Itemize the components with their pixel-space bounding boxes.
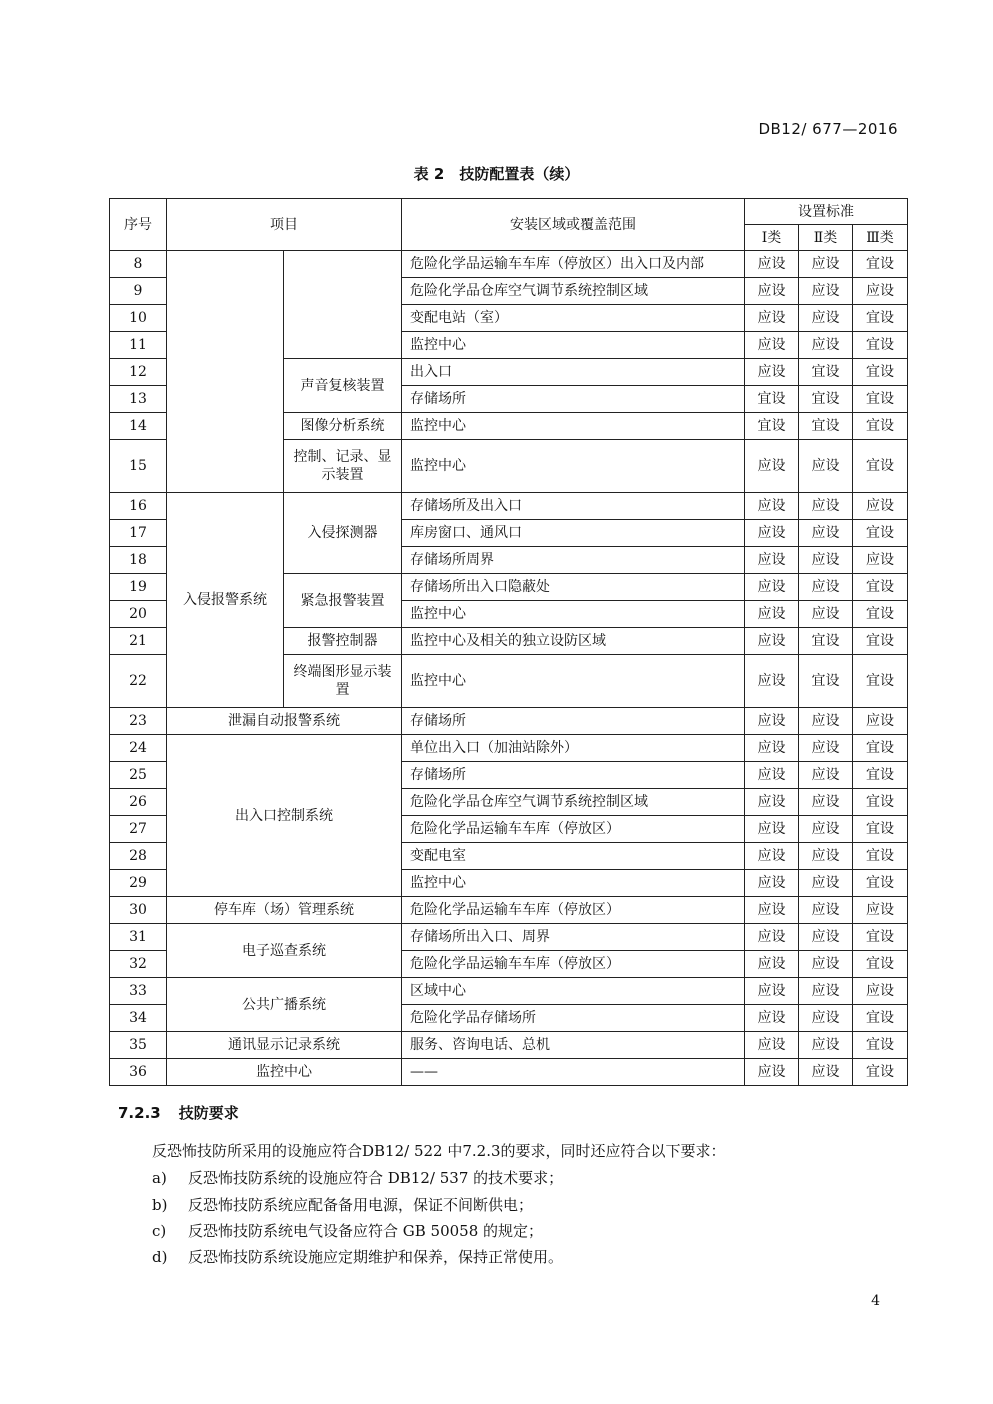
class3-cell: 宜设: [853, 305, 908, 332]
class1-cell: 应设: [745, 332, 799, 359]
area-cell: 监控中心: [402, 870, 745, 897]
table-row: [110, 924, 908, 951]
area-cell: 存储场所出入口隐蔽处: [402, 574, 745, 601]
item-cell: 出入口控制系统: [167, 735, 402, 897]
class2-cell: 应设: [799, 251, 853, 278]
seq-cell: 36: [110, 1059, 167, 1086]
area-cell: 单位出入口（加油站除外）: [402, 735, 745, 762]
seq-cell: 17: [110, 520, 167, 547]
class2-cell: 宜设: [799, 359, 853, 386]
class3-cell: 宜设: [853, 924, 908, 951]
area-cell: 危险化学品存储场所: [402, 1005, 745, 1032]
table-row: [110, 493, 908, 520]
area-cell: ——: [402, 1059, 745, 1086]
area-cell: 服务、咨询电话、总机: [402, 1032, 745, 1059]
area-cell: 监控中心: [402, 413, 745, 440]
class2-cell: 应设: [799, 978, 853, 1005]
header-item: 项目: [167, 199, 402, 251]
area-cell: 存储场所: [402, 386, 745, 413]
area-cell: 存储场所及出入口: [402, 493, 745, 520]
class3-cell: 应设: [853, 978, 908, 1005]
seq-cell: 34: [110, 1005, 167, 1032]
subitem-cell: 报警控制器: [284, 628, 402, 655]
class3-cell: 宜设: [853, 870, 908, 897]
subitem-cell: 控制、记录、显示装置: [284, 440, 402, 493]
class1-cell: 应设: [745, 951, 799, 978]
area-cell: 存储场所周界: [402, 547, 745, 574]
list-item: [152, 1167, 563, 1188]
area-cell: 存储场所: [402, 762, 745, 789]
class2-cell: 应设: [799, 843, 853, 870]
item-cell: 泄漏自动报警系统: [167, 708, 402, 735]
class2-cell: 应设: [799, 897, 853, 924]
list-text: 反恐怖技防系统应配备备用电源，保证不间断供电；: [188, 1196, 534, 1214]
area-cell: 监控中心: [402, 655, 745, 708]
seq-cell: 27: [110, 816, 167, 843]
area-cell: 变配电室: [402, 843, 745, 870]
class1-cell: 应设: [745, 440, 799, 493]
seq-cell: 26: [110, 789, 167, 816]
class1-cell: 应设: [745, 1059, 799, 1086]
area-cell: 监控中心: [402, 601, 745, 628]
class2-cell: 应设: [799, 440, 853, 493]
class2-cell: 宜设: [799, 413, 853, 440]
seq-cell: 24: [110, 735, 167, 762]
class2-cell: 应设: [799, 493, 853, 520]
class2-cell: 宜设: [799, 628, 853, 655]
seq-cell: 15: [110, 440, 167, 493]
list-text: 反恐怖技防系统的设施应符合 DB12/ 537 的技术要求；: [188, 1169, 564, 1187]
class2-cell: 应设: [799, 762, 853, 789]
item-cell: 电子巡查系统: [167, 924, 402, 978]
class1-cell: 应设: [745, 547, 799, 574]
seq-cell: 33: [110, 978, 167, 1005]
class3-cell: 宜设: [853, 1059, 908, 1086]
class3-cell: 宜设: [853, 332, 908, 359]
area-cell: 监控中心: [402, 332, 745, 359]
class3-cell: 应设: [853, 708, 908, 735]
class1-cell: 应设: [745, 924, 799, 951]
class3-cell: 宜设: [853, 816, 908, 843]
class3-cell: 宜设: [853, 440, 908, 493]
class2-cell: 应设: [799, 601, 853, 628]
class1-cell: 应设: [745, 843, 799, 870]
seq-cell: 23: [110, 708, 167, 735]
class2-cell: 应设: [799, 332, 853, 359]
header-standard: 设置标准: [745, 199, 908, 225]
list-item: [152, 1220, 543, 1241]
seq-cell: 18: [110, 547, 167, 574]
seq-cell: 30: [110, 897, 167, 924]
section-number: 7.2.3: [118, 1104, 161, 1122]
class1-cell: 应设: [745, 789, 799, 816]
page-number: 4: [871, 1293, 880, 1309]
seq-cell: 35: [110, 1032, 167, 1059]
seq-cell: 12: [110, 359, 167, 386]
class3-cell: 宜设: [853, 951, 908, 978]
table-row: [110, 251, 908, 278]
area-cell: 危险化学品运输车车库（停放区）: [402, 816, 745, 843]
table-title: 表 2 技防配置表（续）: [413, 165, 580, 183]
class1-cell: 宜设: [745, 413, 799, 440]
class1-cell: 应设: [745, 1032, 799, 1059]
class3-cell: 宜设: [853, 1005, 908, 1032]
class2-cell: 应设: [799, 789, 853, 816]
subitem-cell: [284, 251, 402, 359]
item-cell: 停车库（场）管理系统: [167, 897, 402, 924]
seq-cell: 13: [110, 386, 167, 413]
class2-cell: 应设: [799, 1032, 853, 1059]
area-cell: 危险化学品仓库空气调节系统控制区域: [402, 789, 745, 816]
table-row: [110, 708, 908, 735]
header-seq: 序号: [110, 199, 167, 251]
class3-cell: 宜设: [853, 1032, 908, 1059]
list-item: [152, 1246, 563, 1267]
class1-cell: 应设: [745, 574, 799, 601]
seq-cell: 14: [110, 413, 167, 440]
list-text: 反恐怖技防系统设施应定期维护和保养，保持正常使用。: [188, 1248, 564, 1266]
subitem-cell: 入侵探测器: [284, 493, 402, 574]
class1-cell: 应设: [745, 278, 799, 305]
area-cell: 危险化学品运输车车库（停放区）: [402, 897, 745, 924]
area-cell: 监控中心及相关的独立设防区域: [402, 628, 745, 655]
seq-cell: 22: [110, 655, 167, 708]
class2-cell: 应设: [799, 547, 853, 574]
table-row: [110, 1032, 908, 1059]
seq-cell: 32: [110, 951, 167, 978]
tech-config-table: [109, 198, 908, 1086]
list-marker: b): [152, 1196, 168, 1214]
item-cell: 入侵报警系统: [167, 493, 284, 708]
area-cell: 库房窗口、通风口: [402, 520, 745, 547]
list-item: [152, 1194, 533, 1215]
section-intro: 反恐怖技防所采用的设施应符合DB12/ 522 中7.2.3的要求，同时还应符合以下要求：: [152, 1142, 726, 1160]
seq-cell: 10: [110, 305, 167, 332]
class3-cell: 宜设: [853, 386, 908, 413]
class1-cell: 应设: [745, 520, 799, 547]
seq-cell: 19: [110, 574, 167, 601]
class3-cell: 宜设: [853, 762, 908, 789]
class3-cell: 宜设: [853, 413, 908, 440]
class3-cell: 宜设: [853, 251, 908, 278]
area-cell: 危险化学品运输车车库（停放区）: [402, 951, 745, 978]
class1-cell: 应设: [745, 897, 799, 924]
class2-cell: 应设: [799, 278, 853, 305]
class3-cell: 应设: [853, 547, 908, 574]
area-cell: 危险化学品仓库空气调节系统控制区域: [402, 278, 745, 305]
seq-cell: 25: [110, 762, 167, 789]
class2-cell: 应设: [799, 1059, 853, 1086]
subitem-cell: 声音复核装置: [284, 359, 402, 413]
class3-cell: 宜设: [853, 735, 908, 762]
class3-cell: 宜设: [853, 789, 908, 816]
subitem-cell: 图像分析系统: [284, 413, 402, 440]
class2-cell: 应设: [799, 305, 853, 332]
class2-cell: 宜设: [799, 655, 853, 708]
class2-cell: 应设: [799, 1005, 853, 1032]
subitem-cell: 紧急报警装置: [284, 574, 402, 628]
class1-cell: 应设: [745, 1005, 799, 1032]
class1-cell: 应设: [745, 735, 799, 762]
class1-cell: 应设: [745, 628, 799, 655]
class1-cell: 应设: [745, 708, 799, 735]
seq-cell: 31: [110, 924, 167, 951]
header-class2: Ⅱ类: [799, 225, 853, 251]
class2-cell: 应设: [799, 735, 853, 762]
class1-cell: 应设: [745, 251, 799, 278]
class2-cell: 应设: [799, 870, 853, 897]
item-cell: 公共广播系统: [167, 978, 402, 1032]
class1-cell: 应设: [745, 305, 799, 332]
list-marker: d): [152, 1248, 168, 1266]
area-cell: 存储场所出入口、周界: [402, 924, 745, 951]
seq-cell: 21: [110, 628, 167, 655]
class2-cell: 应设: [799, 951, 853, 978]
class1-cell: 应设: [745, 978, 799, 1005]
header-area: 安装区域或覆盖范围: [402, 199, 745, 251]
class1-cell: 应设: [745, 816, 799, 843]
table-header-row: [110, 199, 908, 225]
class2-cell: 应设: [799, 708, 853, 735]
class3-cell: 应设: [853, 278, 908, 305]
class2-cell: 应设: [799, 520, 853, 547]
seq-cell: 29: [110, 870, 167, 897]
seq-cell: 11: [110, 332, 167, 359]
area-cell: 变配电站（室）: [402, 305, 745, 332]
class3-cell: 宜设: [853, 601, 908, 628]
list-marker: c): [152, 1222, 167, 1240]
area-cell: 出入口: [402, 359, 745, 386]
class3-cell: 宜设: [853, 628, 908, 655]
class2-cell: 宜设: [799, 386, 853, 413]
seq-cell: 20: [110, 601, 167, 628]
item-cell: [167, 251, 284, 493]
class1-cell: 应设: [745, 762, 799, 789]
subitem-cell: 终端图形显示装置: [284, 655, 402, 708]
class1-cell: 应设: [745, 359, 799, 386]
class2-cell: 应设: [799, 574, 853, 601]
area-cell: 区域中心: [402, 978, 745, 1005]
class2-cell: 应设: [799, 816, 853, 843]
class1-cell: 宜设: [745, 386, 799, 413]
seq-cell: 8: [110, 251, 167, 278]
list-text: 反恐怖技防系统电气设备应符合 GB 50058 的规定；: [188, 1222, 544, 1240]
item-cell: 监控中心: [167, 1059, 402, 1086]
table-row: [110, 735, 908, 762]
class2-cell: 应设: [799, 924, 853, 951]
list-marker: a): [152, 1169, 167, 1187]
header-class1: Ⅰ类: [745, 225, 799, 251]
class3-cell: 宜设: [853, 843, 908, 870]
class3-cell: 宜设: [853, 520, 908, 547]
header-class3: Ⅲ类: [853, 225, 908, 251]
item-cell: 通讯显示记录系统: [167, 1032, 402, 1059]
class3-cell: 应设: [853, 897, 908, 924]
class3-cell: 宜设: [853, 359, 908, 386]
table-row: [110, 978, 908, 1005]
class3-cell: 宜设: [853, 655, 908, 708]
section-heading: [118, 1102, 239, 1123]
area-cell: 存储场所: [402, 708, 745, 735]
class1-cell: 应设: [745, 655, 799, 708]
table-row: [110, 897, 908, 924]
area-cell: 危险化学品运输车车库（停放区）出入口及内部: [402, 251, 745, 278]
class1-cell: 应设: [745, 601, 799, 628]
class1-cell: 应设: [745, 870, 799, 897]
table-row: [110, 1059, 908, 1086]
seq-cell: 28: [110, 843, 167, 870]
document-code: DB12/ 677—2016: [758, 120, 898, 138]
seq-cell: 16: [110, 493, 167, 520]
class3-cell: 应设: [853, 493, 908, 520]
area-cell: 监控中心: [402, 440, 745, 493]
seq-cell: 9: [110, 278, 167, 305]
class1-cell: 应设: [745, 493, 799, 520]
class3-cell: 宜设: [853, 574, 908, 601]
section-title: 技防要求: [178, 1104, 239, 1122]
